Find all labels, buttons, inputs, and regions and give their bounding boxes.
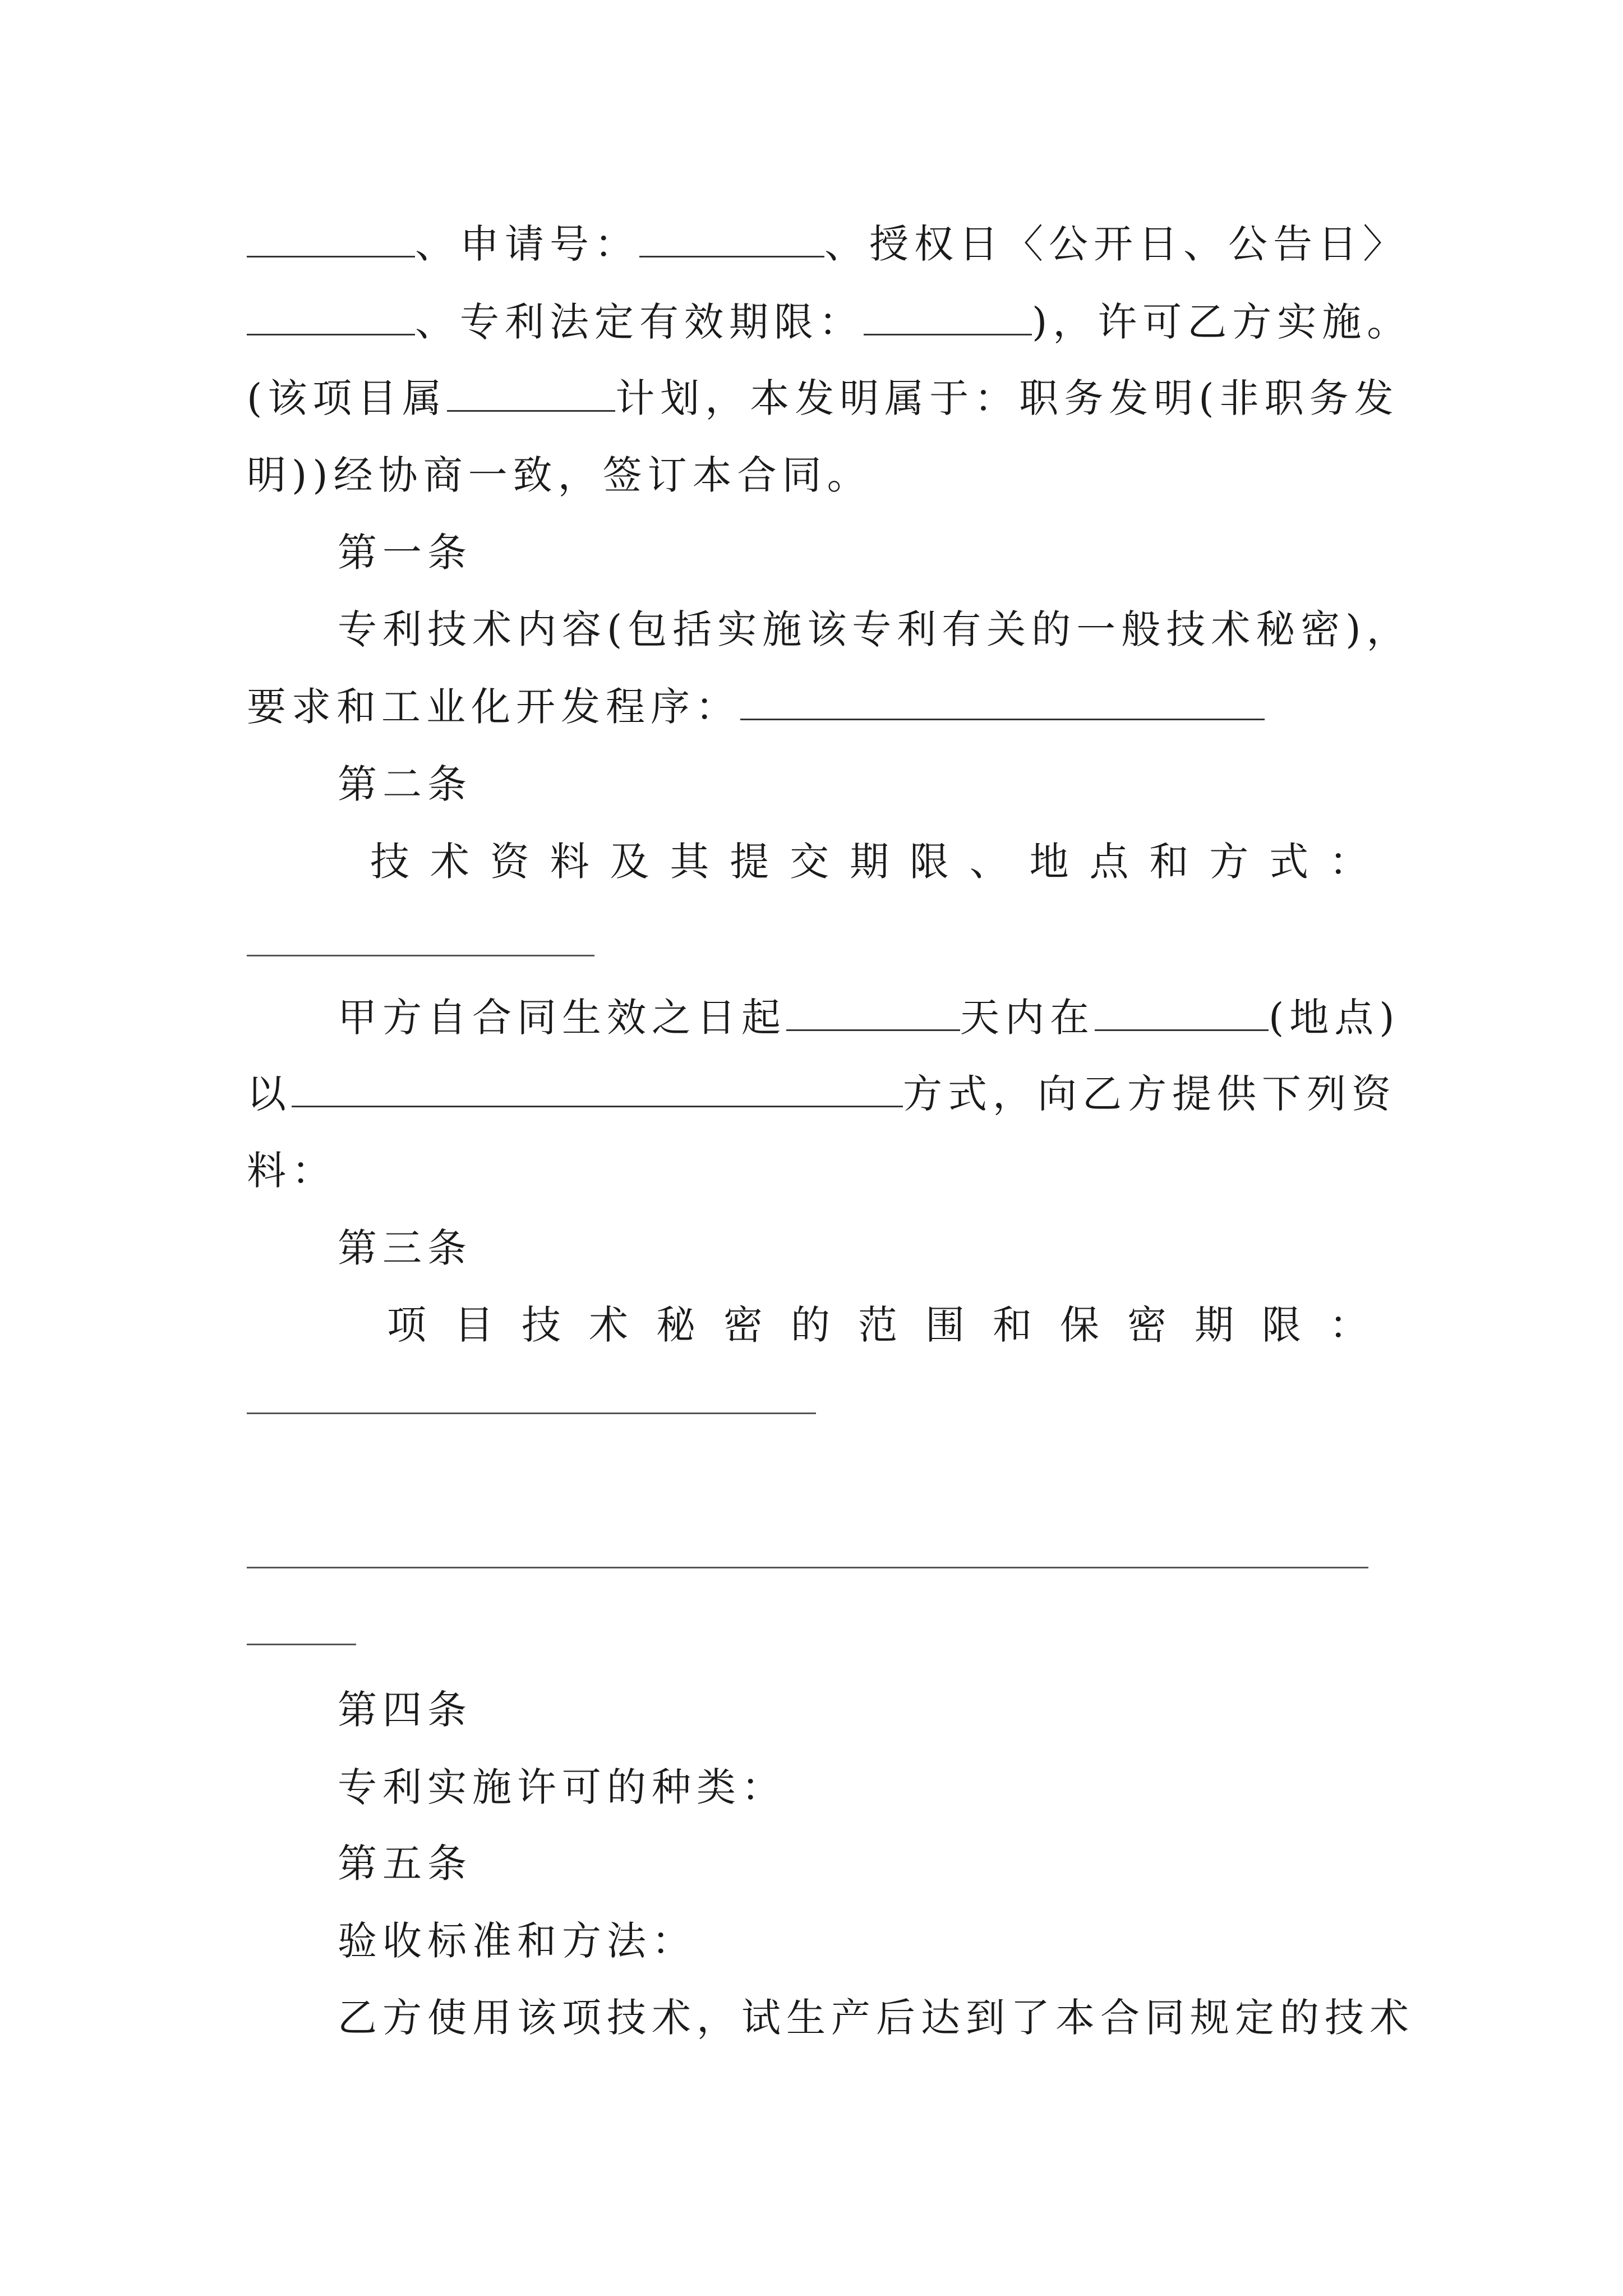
blank-field[interactable]: [247, 955, 594, 956]
blank-field[interactable]: [786, 995, 960, 1031]
article1-text-line1: 专利技术内容(包括实施该专利有关的一般技术秘密)，: [338, 606, 1412, 652]
spread-char: 术: [430, 839, 469, 885]
article5-text: 验收标准和方法：: [338, 1918, 697, 1964]
article3-spread-text: [387, 1297, 1368, 1353]
spread-char: 技: [522, 1302, 561, 1348]
article2-spread-text: [370, 834, 1368, 890]
article4-text: 专利实施许可的种类：: [338, 1764, 786, 1810]
spread-char: 其: [670, 839, 709, 885]
blank-field[interactable]: [740, 684, 1265, 720]
spread-char: 限: [1262, 1302, 1301, 1348]
article2-para2-line1: 甲方自合同生效之日起 天内在 (地点): [338, 995, 1400, 1041]
para1-line1: 、申请号： 、授权日〈公开日、公告日〉: [247, 216, 1396, 272]
spread-char: 和: [993, 1302, 1032, 1348]
spread-char: 点: [1089, 839, 1129, 885]
blank-field[interactable]: [247, 299, 415, 335]
blank-field[interactable]: [1095, 995, 1269, 1031]
spread-char: 提: [730, 839, 769, 885]
spread-char: 围: [925, 1302, 965, 1348]
spread-char: 技: [370, 839, 409, 885]
spread-char: ：: [1329, 839, 1368, 885]
spread-char: 限: [909, 839, 949, 885]
blank-field[interactable]: [864, 299, 1032, 335]
blank-field[interactable]: [247, 221, 415, 257]
spread-char: 目: [454, 1302, 494, 1348]
para1-line3: (该项目属 计划，本发明属于：职务发明(非职务发: [247, 375, 1399, 421]
spread-char: 、: [969, 839, 1009, 885]
spread-char: 料: [550, 839, 589, 885]
article3-heading: 第三条: [338, 1225, 472, 1271]
para1-line2: 、专利法定有效期限： )，许可乙方实施。: [247, 294, 1396, 350]
spread-char: 术: [589, 1302, 628, 1348]
blank-field[interactable]: [292, 1071, 903, 1107]
spread-char: 密: [723, 1302, 763, 1348]
spread-char: ：: [1329, 1302, 1368, 1348]
article1-heading: 第一条: [338, 530, 472, 576]
article4-heading: 第四条: [338, 1687, 472, 1733]
spread-char: 资: [490, 839, 529, 885]
blank-field[interactable]: [639, 221, 824, 257]
blank-field[interactable]: [247, 1644, 356, 1645]
blank-field[interactable]: [247, 1412, 816, 1414]
spread-char: 和: [1149, 839, 1189, 885]
article2-heading: 第二条: [338, 761, 472, 807]
article2-para2-line3: 料：: [247, 1148, 336, 1194]
para1-line4: 明))经协商一致，签订本合同。: [247, 452, 872, 498]
blank-field[interactable]: [447, 375, 615, 412]
spread-char: 的: [791, 1302, 830, 1348]
article5-heading: 第五条: [338, 1841, 472, 1887]
spread-char: 期: [850, 839, 889, 885]
blank-field[interactable]: [247, 1567, 1368, 1568]
spread-char: 范: [858, 1302, 897, 1348]
spread-char: 保: [1060, 1302, 1099, 1348]
spread-char: 及: [610, 839, 649, 885]
spread-char: 秘: [656, 1302, 695, 1348]
spread-char: 式: [1269, 839, 1309, 885]
article1-text-line2: 要求和工业化开发程序：: [247, 679, 1396, 735]
spread-char: 方: [1209, 839, 1249, 885]
article2-para2-line2: 以 方式，向乙方提供下列资: [247, 1071, 1396, 1117]
spread-char: 密: [1127, 1302, 1166, 1348]
spread-char: 地: [1029, 839, 1069, 885]
spread-char: 交: [790, 839, 829, 885]
spread-char: 期: [1195, 1302, 1234, 1348]
article5-text2: 乙方使用该项技术，试生产后达到了本合同规定的技术: [338, 1995, 1414, 2041]
spread-char: 项: [387, 1302, 426, 1348]
